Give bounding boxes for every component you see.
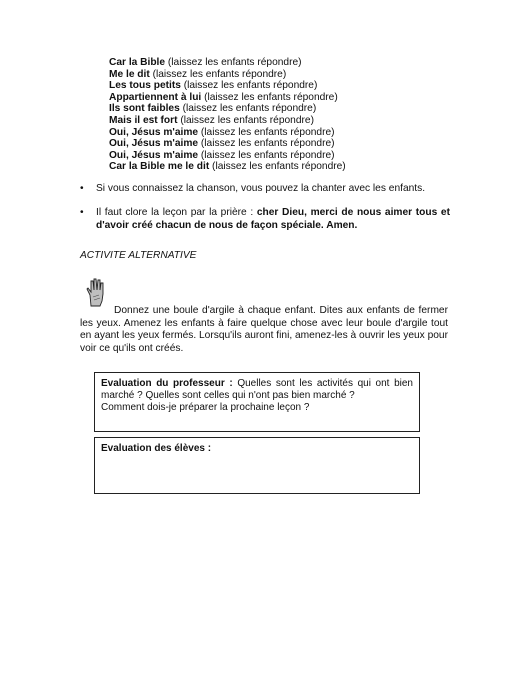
song-line: Oui, Jésus m'aime (laissez les enfants répondre) <box>109 138 335 150</box>
song-line: Appartiennent à lui (laissez les enfants répondre) <box>109 91 338 103</box>
bullet-icon: • <box>80 207 84 218</box>
prayer-text: cher Dieu, merci de nous aimer tous et d'avoir créé chacun de nous de façon spéciale. Amen. <box>96 207 450 231</box>
bullet-text: Si vous connaissez la chanson, vous pouvez la chanter avec les enfants. <box>96 183 426 194</box>
song-line: Les tous petits (laissez les enfants répondre) <box>109 80 318 92</box>
bullet-icon: • <box>80 183 84 194</box>
song-line: Oui, Jésus m'aime (laissez les enfants répondre) <box>109 149 335 161</box>
song-line: Oui, Jésus m'aime (laissez les enfants répondre) <box>109 126 335 138</box>
section-title: ACTIVITE ALTERNATIVE <box>80 250 197 261</box>
song-line: Car la Bible (laissez les enfants répondre) <box>109 57 302 68</box>
song-lyrics <box>109 57 346 173</box>
teacher-evaluation-questions: Quelles sont les activités qui ont bien marché ? Quelles sont celles qui n'ont pas bien marché ? <box>101 378 413 402</box>
song-line: Mais il est fort (laissez les enfants répondre) <box>109 114 314 126</box>
activity-paragraph: Donnez une boule d'argile à chaque enfant. Dites aux enfants de fermer les yeux. Amenez les enfants à faire quelque chose avec leur boule d'argile tout en ayant les yeux fermés. Lorsqu'ils auront fini, amenez-les à ouvrir les yeux pour voir ce qu'ils ont créés. <box>80 305 448 354</box>
song-line: Ils sont faibles (laissez les enfants répondre) <box>109 103 317 115</box>
hand-icon <box>84 277 110 307</box>
bullet-list-item <box>80 207 450 232</box>
bullet-list-item <box>80 183 450 196</box>
teacher-evaluation-label: Evaluation du professeur : <box>101 378 233 389</box>
song-line: Me le dit (laissez les enfants répondre) <box>109 68 287 80</box>
teacher-evaluation-box <box>94 372 420 432</box>
student-evaluation-label: Evaluation des élèves : <box>101 443 212 454</box>
teacher-evaluation-question-2: Comment dois-je préparer la prochaine leçon ? <box>101 402 310 414</box>
bullet-text: Il faut clore la leçon par la prière : <box>96 207 257 218</box>
song-line: Car la Bible me le dit (laissez les enfants répondre) <box>109 161 346 173</box>
student-evaluation-box <box>94 437 420 494</box>
